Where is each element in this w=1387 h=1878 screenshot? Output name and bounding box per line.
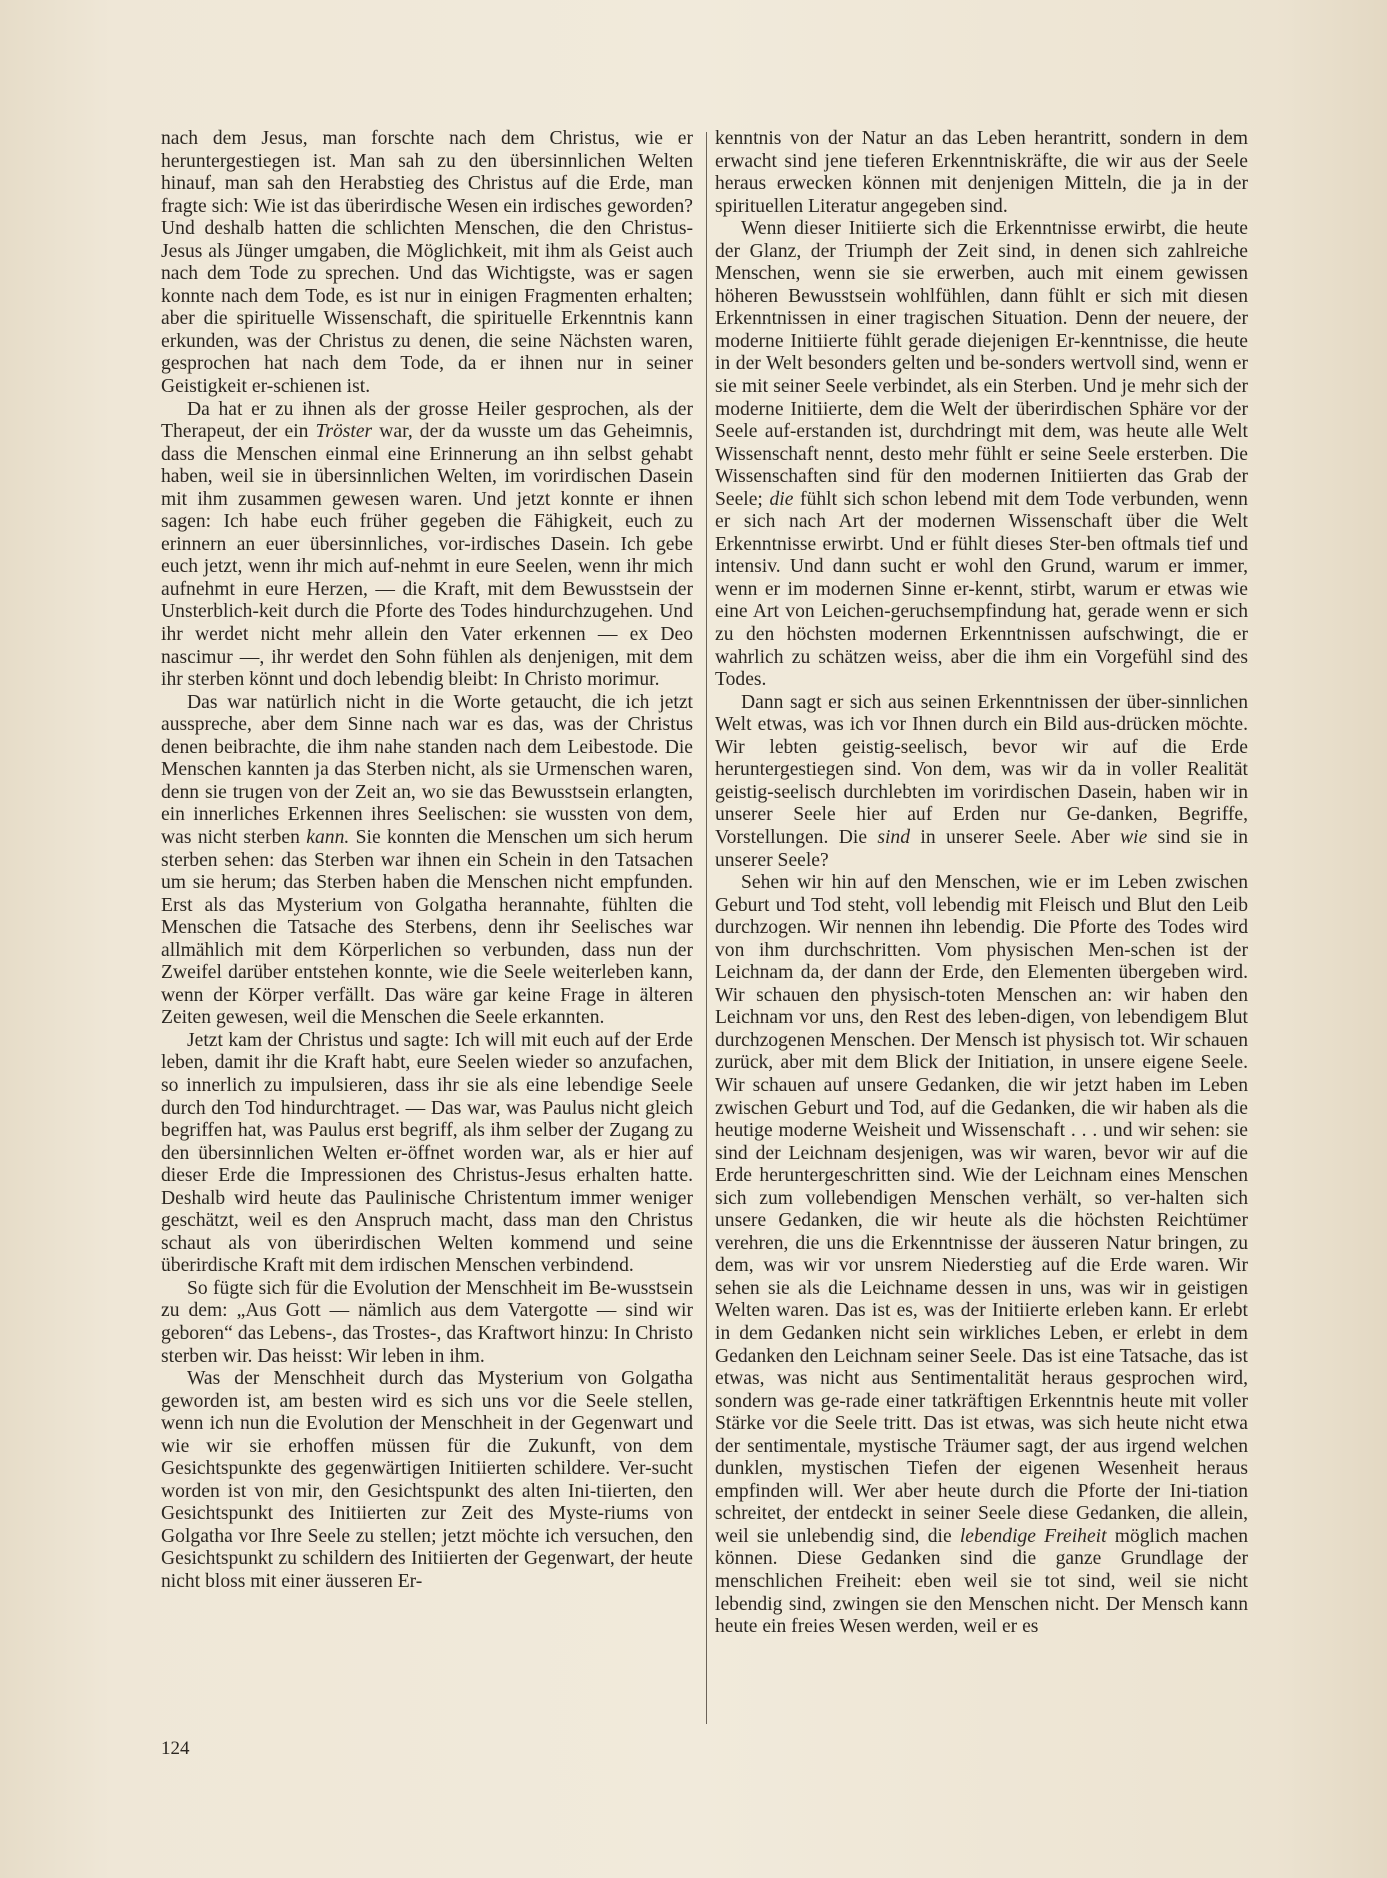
paragraph-text: Dann sagt er sich aus seinen Erkenntnissen der über-sinnlichen Welt etwas, was ich vor Ihnen durch ein Bild aus-drücken möchte. Wir lebten geistig-seelisch, bevor wir auf die Erde heruntergestiegen sind. Von dem, was wir da in voller Realität geistig-seelisch durchlebten im vorirdischen Dasein, haben wir in unserer Seele hier auf Erden nur Ge-danken, Begriffe, Vorstellungen. Die [715, 691, 1248, 848]
paragraph [715, 218, 1248, 691]
paragraph-text: war, der da wusste um das Geheimnis, dass die Menschen einmal eine Erinnerung an ihn selbst gehabt haben, weil sie in übersinnlichen Welten, im vorirdischen Dasein mit ihm zusammen gewesen waren. Und jetzt konnte er ihnen sagen: Ich habe euch früher gegeben die Fähigkeit, euch zu erinnern an euer übersinnliches, vor-irdisches Dasein. Ich gebe euch jetzt, wenn ihr mich auf-nehmt in eure Seelen, wenn ihr mich aufnehmt in eure Herzen, — die Kraft, mit dem Bewusstsein der Unsterblich-keit durch die Pforte des Todes hindurchzugehen. Und ihr werdet nicht mehr allein den Vater erkennen — ex Deo nascimur —, ihr werdet den Sohn fühlen als denjenigen, mit dem ihr sterben könnt und doch lebendig bleibt: In Christo morimur. [161, 421, 693, 691]
paragraph-text: Sehen wir hin auf den Menschen, wie er im Leben zwischen Geburt und Tod steht, voll lebendig mit Fleisch und Blut den Leib durchzogen. Wir nennen ihn lebendig. Die Pforte des Todes wird von ihm durchschritten. Vom physischen Men-schen ist der Leichnam da, der dann der Erde, den Elementen übergeben wird. Wir schauen den physisch-toten Menschen an: wir haben den Leichnam vor uns, den Rest des leben-digen, von lebendigem Blut durchzogenen Menschen. Der Mensch ist physisch tot. Wir schauen zurück, aber mit dem Blick der Initiation, in unsere eigene Seele. Wir schauen auf unsere Gedanken, die wir jetzt haben im Leben zwischen Geburt und Tod, auf die Gedanken, die wir haben als die heutige moderne Weisheit und Wissenschaft . . . und wir sehen: sie sind der Leichnam desjenigen, was wir waren, bevor wir auf die Erde heruntergeschritten sind. Wie der Leichnam eines Menschen sich zum vollebendigen Menschen verhält, so ver-halten sich unsere Gedanken, die wir heute als die höchsten Reichtümer verehren, die uns die Erkenntnisse der äusseren Natur bringen, zu dem, was wir vor unsrem Niederstieg auf die Erde waren. Wir sehen sie als die Leichname dessen in uns, was wir in geistigen Welten waren. Das ist es, was der Initiierte erleben kann. Er erlebt in dem Gedanken nicht sein wirkliches Leben, er erlebt in dem Gedanken den Leichnam seiner Seele. Das ist eine Tatsache, das ist etwas, was nicht aus Sentimentalität heraus gesprochen wird, sondern was ge-rade einer tatkräftigen Erkenntnis heute mit voller Stärke vor die Seele tritt. Das ist etwas, was sich heute nicht etwa der sentimentale, mystische Träumer sagt, der aus irgend welchen dunklen, mystischen Tiefen der eigenen Wesenheit heraus empfinden will. Wer aber heute durch die Pforte der Ini-tiation schreitet, der entdeckt in seiner Seele diese Gedanken, die allein, weil sie unlebendig sind, die [715, 872, 1248, 1547]
paragraph [161, 1278, 693, 1368]
paragraph [715, 128, 1248, 218]
paragraph [161, 1368, 693, 1593]
paragraph-text: fühlt sich schon lebend mit dem Tode verbunden, wenn er sich nach Art der modernen Wissenschaft über die Welt Erkenntnisse erwirbt. Und er fühlt dieses Ster-ben oftmals tief und intensiv. Und dann sucht er wohl den Grund, warum er immer, wenn er im modernen Sinne er-kennt, stirbt, warum er etwas wie eine Art von Leichen-geruchsempfindung hat, gerade wenn er sich zu den höchsten modernen Erkenntnissen aufschwingt, die er wahrlich zu schätzen weiss, aber die ihm ein Vorgefühl sind des Todes. [715, 488, 1248, 691]
paragraph-text: Da hat er zu ihnen als der grosse Heiler gesprochen, als der Therapeut, der ein [161, 398, 693, 443]
paragraph [161, 128, 693, 399]
paragraph-text: nach dem Jesus, man forschte nach dem Christus, wie er heruntergestiegen ist. Man sah zu den übersinnlichen Welten hinauf, man sah den Herabstieg des Christus auf die Erde, man fragte sich: Wie ist das überirdische Wesen ein irdisches geworden? Und deshalb hatten die schlichten Menschen, die den Christus-Jesus als Jünger umgaben, die Möglichkeit, mit ihm als Geist auch nach dem Tode zu sprechen. Und das Wichtigste, was er sagen konnte nach dem Tode, es ist nur in einigen Fragmenten erhalten; aber die spirituelle Wissenschaft, die spirituelle Erkenntnis kann erkunden, was der Christus zu denen, die seine Nächsten waren, gesprochen hat nach dem Tode, da er ihnen nur in seiner Geistigkeit er-schienen ist. [161, 128, 693, 398]
paragraph-text: in unserer Seele. Aber [910, 826, 1121, 848]
paragraph-text: Jetzt kam der Christus und sagte: Ich will mit euch auf der Erde leben, damit ihr die Kraft habt, eure Seelen wieder so anzufachen, so innerlich zu impulsieren, dass ihr sie als eine lebendige Seele durch den Tod hindurchtraget. — Das war, was Paulus nicht gleich begriffen hat, was Paulus erst begriff, als ihm selber der Zugang zu den übersinnlichen Welten er-öffnet worden war, als er hier auf dieser Erde die Impressionen des Christus-Jesus erhalten hatte. Deshalb wird heute das Paulinische Christentum immer weniger geschätzt, weil es den Anspruch macht, dass man den Christus schaut als von überirdischen Welten kommend und seine überirdische Kraft mit dem irdischen Menschen verbindend. [161, 1029, 693, 1277]
italic-emphasis: lebendige Freiheit [959, 1525, 1107, 1547]
italic-emphasis: wie [1120, 826, 1148, 848]
paragraph-text: Was der Menschheit durch das Mysterium von Golgatha geworden ist, am besten wird es sich uns vor die Seele stellen, wenn ich nun die Evolution der Menschheit in der Gegenwart und wie wir sie erhoffen müssen für die Zukunft, von dem Gesichtspunkte des gegenwärtigen Initiierten schildere. Ver-sucht worden ist von mir, den Gesichtspunkt des alten Ini-tiierten, den Gesichtspunkt des Initiierten zur Zeit des Myste-riums von Golgatha vor Ihre Seele zu stellen; jetzt möchte ich versuchen, den Gesichtspunkt zu schildern des Initiierten der Gegenwart, der heute nicht bloss mit einer äusseren Er- [161, 1368, 693, 1592]
paragraph-text: möglich machen können. Diese Gedanken sind die ganze Grundlage der menschlichen Freiheit: eben weil sie tot sind, weil sie nicht lebendig sind, zwingen sie den Menschen nicht. Der Mensch kann heute ein freies Wesen werden, weil er es [715, 1525, 1249, 1638]
column-divider-rule [706, 132, 707, 1724]
paragraph-text: Wenn dieser Initiierte sich die Erkenntnisse erwirbt, die heute der Glanz, der Triumph der Zeit sind, in denen sich zahlreiche Menschen, wenn sie sie erwerben, auch mit einem gewissen höheren Bewusstsein wohlfühlen, dann fühlt er sich mit diesen Erkenntnissen in einer tragischen Situation. Denn der neuere, der moderne Initiierte fühlt gerade diejenigen Er-kenntnisse, die heute in der Welt besonders gelten und be-sonders wertvoll sind, wenn er sie mit seiner Seele verbindet, als ein Sterben. Und je mehr sich der moderne Initiierte, dem die Welt der überirdischen Sphäre vor der Seele auf-erstanden ist, durchdringt mit dem, was heute alle Welt Wissenschaft nennt, desto mehr fühlt er seine Seele ersterben. Die Wissenschaften sind für den modernen Initiierten das Grab der Seele; [715, 218, 1248, 510]
paragraph-text: kenntnis von der Natur an das Leben herantritt, sondern in dem erwacht sind jene tieferen Erkenntniskräfte, die wir aus der Seele heraus erwecken können mit denjenigen Mitteln, die ja in der spirituellen Literatur angegeben sind. [715, 128, 1248, 217]
paragraph-text: sind sie in unserer Seele? [715, 826, 1248, 871]
italic-emphasis: kann. [306, 826, 350, 848]
paragraph-text: So fügte sich für die Evolution der Menschheit im Be-wusstsein zu dem: „Aus Gott — nämlich aus dem Vatergotte — sind wir geboren“ das Lebens-, das Trostes-, das Kraftwort hinzu: In Christo sterben wir. Das heisst: Wir leben in ihm. [161, 1277, 693, 1367]
italic-emphasis: die [769, 488, 794, 510]
page-number: 124 [161, 1738, 190, 1759]
italic-emphasis: sind [877, 826, 911, 848]
paragraph-text: Sie konnten die Menschen um sich herum sterben sehen: das Sterben war ihnen ein Schein in den Tatsachen um sie herum; das Sterben haben die Menschen nicht empfunden. Erst als das Mysterium von Golgatha herannahte, fühlten die Menschen die Tatsache des Sterbens, denn ihr Seelisches war allmählich mit dem Körperlichen so verbunden, dass nun der Zweifel darüber entstehen konnte, wie die Seele weiterleben kann, wenn der Körper verfällt. Das wäre gar keine Frage in älteren Zeiten gewesen, weil die Menschen die Seele erkannten. [161, 826, 693, 1029]
italic-emphasis: Tröster [315, 421, 373, 443]
paragraph [715, 692, 1248, 872]
right-text-column [715, 128, 1248, 1639]
left-text-column [161, 128, 693, 1594]
paragraph [161, 692, 693, 1030]
paragraph [161, 1030, 693, 1278]
paragraph [161, 399, 693, 692]
paragraph [715, 872, 1248, 1639]
paragraph-text: Das war natürlich nicht in die Worte getaucht, die ich jetzt ausspreche, aber dem Sinne nach war es das, was der Christus denen beibrachte, die ihm nahe standen nach dem Leibestode. Die Menschen kannten ja das Sterben nicht, als sie Urmenschen waren, denn sie trugen von der Zeit an, wo sie das Bewusstsein erlangten, ein innerliches Erkennen ihres Seelischen: sie wussten von dem, was nicht sterben [161, 691, 693, 848]
